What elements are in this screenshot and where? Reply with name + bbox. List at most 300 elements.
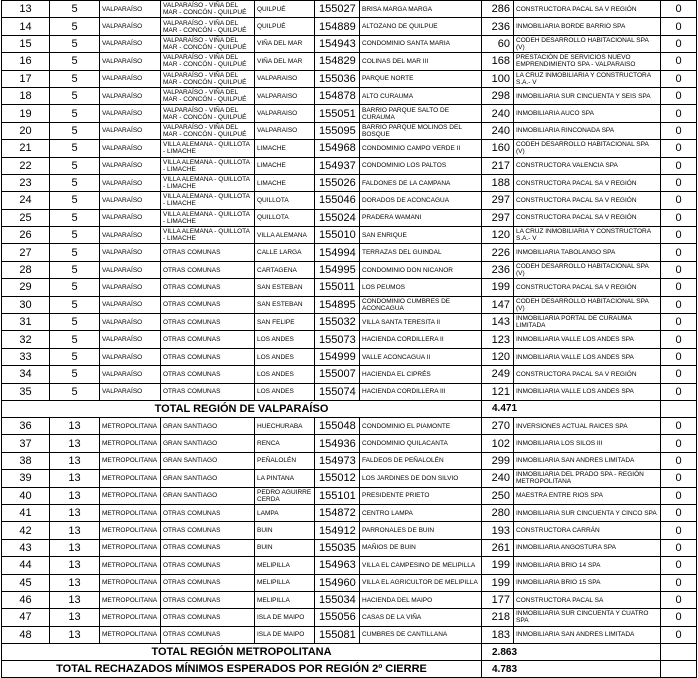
row-number: 28	[2, 261, 50, 278]
total-rechazados-label: TOTAL RECHAZADOS MÍNIMOS ESPERADOS POR REGIÓN 2º CIERRE	[2, 661, 482, 678]
commune: CARTAGENA	[255, 261, 315, 278]
units-value: 240	[482, 470, 514, 487]
region-code: 13	[50, 470, 100, 487]
units-value: 240	[482, 105, 514, 122]
rejected-count: 0	[661, 452, 697, 469]
company-name: INMOBILIARIA VALLE LOS ANDES SPA	[514, 383, 661, 400]
territory: OTRAS COMUNAS	[161, 348, 255, 365]
project-code: 154829	[315, 53, 360, 70]
rejected-count: 0	[661, 348, 697, 365]
units-value: 143	[482, 314, 514, 331]
table-row	[2, 626, 697, 643]
territory: VALPARAÍSO - VIÑA DEL MAR - CONCÓN - QUILPUÉ	[161, 1, 255, 18]
table-row	[2, 522, 697, 539]
project-code: 155073	[315, 331, 360, 348]
project-name: DORADOS DE ACONCAGUA	[360, 192, 482, 209]
region-code: 13	[50, 522, 100, 539]
commune: LOS ANDES	[255, 348, 315, 365]
company-name: CONSTRUCTORA CARRÁN	[514, 522, 661, 539]
region-name: METROPOLITANA	[100, 417, 161, 434]
territory: OTRAS COMUNAS	[161, 609, 255, 626]
commune: LOS ANDES	[255, 383, 315, 400]
territory: VALPARAÍSO - VIÑA DEL MAR - CONCÓN - QUILPUÉ	[161, 53, 255, 70]
units-value: 298	[482, 87, 514, 104]
rejected-count: 0	[661, 209, 697, 226]
region-name: METROPOLITANA	[100, 487, 161, 504]
commune: LOS ANDES	[255, 331, 315, 348]
table-row	[2, 157, 697, 174]
region-code: 5	[50, 18, 100, 35]
rejected-count: 0	[661, 296, 697, 313]
project-name: BARRIO PARQUE MOLINOS DEL BOSQUE	[360, 122, 482, 139]
project-name: PARRONALES DE BUIN	[360, 522, 482, 539]
commune: VALPARAISO	[255, 87, 315, 104]
region-code: 5	[50, 366, 100, 383]
project-code: 155074	[315, 383, 360, 400]
project-name: VILLA EL AGRICULTOR DE MELIPILLA	[360, 574, 482, 591]
company-name: CONSTRUCTORA PACAL SA V REGIÓN	[514, 209, 661, 226]
company-name: MAESTRA ENTRE RIOS SPA	[514, 487, 661, 504]
company-name: CONSTRUCTORA PACAL SA V REGIÓN	[514, 192, 661, 209]
rejected-count: 0	[661, 174, 697, 191]
company-name: CONSTRUCTORA PACAL SA V REGIÓN	[514, 279, 661, 296]
row-number: 40	[2, 487, 50, 504]
table-row	[2, 87, 697, 104]
project-code: 155010	[315, 227, 360, 244]
units-value: 183	[482, 626, 514, 643]
row-number: 17	[2, 70, 50, 87]
table-row	[2, 35, 697, 52]
territory: OTRAS COMUNAS	[161, 504, 255, 521]
total-rechazados-value: 4.783	[482, 661, 661, 678]
table-row	[2, 348, 697, 365]
project-code: 154943	[315, 35, 360, 52]
region-code: 13	[50, 591, 100, 608]
units-value: 102	[482, 435, 514, 452]
company-name: LA CRUZ INMOBILIARIA Y CONSTRUCTORA S.A.- V	[514, 227, 661, 244]
territory: VALPARAÍSO - VIÑA DEL MAR - CONCÓN - QUILPUÉ	[161, 70, 255, 87]
project-name: ALTOZANO DE QUILPUE	[360, 18, 482, 35]
territory: OTRAS COMUNAS	[161, 522, 255, 539]
table-row	[2, 296, 697, 313]
total-metropolitana-label: TOTAL REGIÓN METROPOLITANA	[2, 644, 482, 661]
project-name: LOS PEUMOS	[360, 279, 482, 296]
rejected-count: 0	[661, 87, 697, 104]
project-name: CONDOMINIO CUMBRES DE ACONCAGUA	[360, 296, 482, 313]
project-code: 154936	[315, 435, 360, 452]
region-name: VALPARAÍSO	[100, 296, 161, 313]
project-name: HACIENDA CORDILLERA III	[360, 383, 482, 400]
row-number: 45	[2, 574, 50, 591]
region-code: 5	[50, 1, 100, 18]
row-number: 31	[2, 314, 50, 331]
row-number: 39	[2, 470, 50, 487]
company-name: INMOBILIARIA ANGOSTURA SPA	[514, 539, 661, 556]
rejected-count: 0	[661, 417, 697, 434]
region-name: VALPARAÍSO	[100, 331, 161, 348]
rejected-count: 0	[661, 279, 697, 296]
table-row	[2, 539, 697, 556]
company-name: CONSTRUCTORA PACAL SA V REGIÓN	[514, 366, 661, 383]
table-row	[2, 261, 697, 278]
table-row	[2, 105, 697, 122]
region-name: VALPARAÍSO	[100, 70, 161, 87]
project-code: 154872	[315, 504, 360, 521]
region-name: VALPARAÍSO	[100, 35, 161, 52]
project-name: ALTO CURAUMA	[360, 87, 482, 104]
region-code: 5	[50, 348, 100, 365]
row-number: 13	[2, 1, 50, 18]
region-name: VALPARAÍSO	[100, 87, 161, 104]
territory: VILLA ALEMANA - QUILLOTA - LIMACHE	[161, 227, 255, 244]
region-name: VALPARAÍSO	[100, 18, 161, 35]
total-metropolitana-value: 2.863	[482, 644, 661, 661]
territory: VILLA ALEMANA - QUILLOTA - LIMACHE	[161, 140, 255, 157]
total-valparaiso-value: 4.471	[482, 400, 661, 417]
row-number: 18	[2, 87, 50, 104]
row-number: 16	[2, 53, 50, 70]
region-code: 13	[50, 626, 100, 643]
project-name: COLINAS DEL MAR III	[360, 53, 482, 70]
company-name: INMOBILIARIA SAN ANDRES LIMITADA	[514, 626, 661, 643]
row-number: 35	[2, 383, 50, 400]
company-name: INMOBILIARIA LOS SILOS III	[514, 435, 661, 452]
region-code: 5	[50, 227, 100, 244]
units-value: 60	[482, 35, 514, 52]
region-code: 5	[50, 296, 100, 313]
row-number: 29	[2, 279, 50, 296]
territory: OTRAS COMUNAS	[161, 574, 255, 591]
project-name: FALDONES DE LA CAMPANA	[360, 174, 482, 191]
commune: QUILLOTA	[255, 192, 315, 209]
table-row	[2, 435, 697, 452]
total-rechazados-row	[2, 661, 697, 678]
territory: OTRAS COMUNAS	[161, 296, 255, 313]
region-code: 5	[50, 331, 100, 348]
company-name: INMOBILIARIA SUR CINCUENTA Y SEIS SPA	[514, 87, 661, 104]
project-name: TERRAZAS DEL GUINDAL	[360, 244, 482, 261]
row-number: 38	[2, 452, 50, 469]
region-name: VALPARAÍSO	[100, 192, 161, 209]
territory: OTRAS COMUNAS	[161, 539, 255, 556]
project-code: 154973	[315, 452, 360, 469]
project-name: VILLA SANTA TERESITA II	[360, 314, 482, 331]
project-code: 154999	[315, 348, 360, 365]
project-code: 154878	[315, 87, 360, 104]
company-name: INMOBILIARIA SUR CINCUENTA Y CUATRO SPA	[514, 609, 661, 626]
project-name: PRESIDENTE PRIETO	[360, 487, 482, 504]
row-number: 20	[2, 122, 50, 139]
units-value: 261	[482, 539, 514, 556]
total-valparaiso-label: TOTAL REGIÓN DE VALPARAÍSO	[2, 400, 482, 417]
region-code: 5	[50, 209, 100, 226]
region-code: 5	[50, 244, 100, 261]
units-value: 199	[482, 574, 514, 591]
units-value: 226	[482, 244, 514, 261]
territory: OTRAS COMUNAS	[161, 366, 255, 383]
territory: GRAN SANTIAGO	[161, 470, 255, 487]
rejected-count: 0	[661, 261, 697, 278]
region-code: 13	[50, 557, 100, 574]
row-number: 15	[2, 35, 50, 52]
rejected-count: 0	[661, 522, 697, 539]
rejected-count: 0	[661, 539, 697, 556]
region-name: METROPOLITANA	[100, 574, 161, 591]
commune: VALPARAISO	[255, 105, 315, 122]
row-number: 36	[2, 417, 50, 434]
table-row	[2, 452, 697, 469]
project-name: BRISA MARGA MARGA	[360, 1, 482, 18]
row-number: 14	[2, 18, 50, 35]
units-value: 236	[482, 261, 514, 278]
project-code: 155012	[315, 470, 360, 487]
company-name: CODEH DESARROLLO HABITACIONAL SPA (V)	[514, 296, 661, 313]
company-name: INMOBILIARIA AUCO SPA	[514, 105, 661, 122]
territory: VILLA ALEMANA - QUILLOTA - LIMACHE	[161, 192, 255, 209]
commune: LIMACHE	[255, 140, 315, 157]
region-name: VALPARAÍSO	[100, 105, 161, 122]
rejected-count: 0	[661, 53, 697, 70]
project-name: CONDOMINIO DON NICANOR	[360, 261, 482, 278]
rejected-count: 0	[661, 1, 697, 18]
rejected-count: 0	[661, 383, 697, 400]
commune: ISLA DE MAIPO	[255, 609, 315, 626]
table-row	[2, 244, 697, 261]
region-name: METROPOLITANA	[100, 591, 161, 608]
territory: VILLA ALEMANA - QUILLOTA - LIMACHE	[161, 157, 255, 174]
rejected-count: 0	[661, 591, 697, 608]
project-code: 155056	[315, 609, 360, 626]
commune: MELIPILLA	[255, 574, 315, 591]
row-number: 34	[2, 366, 50, 383]
region-code: 5	[50, 314, 100, 331]
total-metropolitana-row	[2, 644, 697, 661]
region-name: METROPOLITANA	[100, 626, 161, 643]
project-code: 155035	[315, 539, 360, 556]
metropolitana-rows	[2, 417, 697, 643]
project-code: 154968	[315, 140, 360, 157]
units-value: 188	[482, 174, 514, 191]
region-name: VALPARAÍSO	[100, 261, 161, 278]
region-name: METROPOLITANA	[100, 522, 161, 539]
commune: LIMACHE	[255, 157, 315, 174]
commune: LIMACHE	[255, 174, 315, 191]
row-number: 48	[2, 626, 50, 643]
row-number: 24	[2, 192, 50, 209]
commune: SAN ESTEBAN	[255, 279, 315, 296]
region-code: 5	[50, 122, 100, 139]
row-number: 46	[2, 591, 50, 608]
units-value: 250	[482, 487, 514, 504]
company-name: INMOBILIARIA BRIO 14 SPA	[514, 557, 661, 574]
table-row	[2, 192, 697, 209]
region-name: VALPARAÍSO	[100, 1, 161, 18]
row-number: 42	[2, 522, 50, 539]
commune: BUIN	[255, 539, 315, 556]
project-name: CASAS DE LA VIÑA	[360, 609, 482, 626]
territory: OTRAS COMUNAS	[161, 383, 255, 400]
table-row	[2, 53, 697, 70]
company-name: CONSTRUCTORA PACAL SA	[514, 591, 661, 608]
project-name: MAÑIOS DE BUIN	[360, 539, 482, 556]
region-name: METROPOLITANA	[100, 435, 161, 452]
row-number: 23	[2, 174, 50, 191]
territory: VALPARAÍSO - VIÑA DEL MAR - CONCÓN - QUILPUÉ	[161, 87, 255, 104]
company-name: CONSTRUCTORA PACAL SA V REGIÓN	[514, 174, 661, 191]
table-row	[2, 417, 697, 434]
project-name: LOS JARDINES DE DON SILVIO	[360, 470, 482, 487]
row-number: 33	[2, 348, 50, 365]
rejected-count: 0	[661, 192, 697, 209]
project-code: 154937	[315, 157, 360, 174]
commune: LOS ANDES	[255, 366, 315, 383]
projects-table	[1, 0, 697, 678]
region-name: VALPARAÍSO	[100, 314, 161, 331]
table-row	[2, 366, 697, 383]
project-name: PRADERA WAMANI	[360, 209, 482, 226]
units-value: 120	[482, 227, 514, 244]
region-name: VALPARAÍSO	[100, 383, 161, 400]
commune: LA PINTANA	[255, 470, 315, 487]
table-row	[2, 279, 697, 296]
region-code: 13	[50, 574, 100, 591]
row-number: 44	[2, 557, 50, 574]
rejected-count: 0	[661, 557, 697, 574]
region-code: 5	[50, 140, 100, 157]
table-row	[2, 609, 697, 626]
region-name: VALPARAÍSO	[100, 348, 161, 365]
territory: OTRAS COMUNAS	[161, 557, 255, 574]
commune: VIÑA DEL MAR	[255, 35, 315, 52]
commune: VALPARAISO	[255, 122, 315, 139]
region-code: 5	[50, 174, 100, 191]
company-name: CONSTRUCTORA PACAL SA V REGIÓN	[514, 1, 661, 18]
territory: VALPARAÍSO - VIÑA DEL MAR - CONCÓN - QUILPUÉ	[161, 105, 255, 122]
commune: PEDRO AGUIRRE CERDA	[255, 487, 315, 504]
table-row	[2, 470, 697, 487]
table-row	[2, 504, 697, 521]
project-code: 155034	[315, 591, 360, 608]
project-code: 155024	[315, 209, 360, 226]
table-row	[2, 70, 697, 87]
territory: GRAN SANTIAGO	[161, 417, 255, 434]
territory: OTRAS COMUNAS	[161, 261, 255, 278]
company-name: CODEH DESARROLLO HABITACIONAL SPA (V)	[514, 35, 661, 52]
row-number: 26	[2, 227, 50, 244]
rejected-count: 0	[661, 574, 697, 591]
company-name: INMOBILIARIA VALLE LOS ANDES SPA	[514, 331, 661, 348]
region-name: METROPOLITANA	[100, 504, 161, 521]
territory: VILLA ALEMANA - QUILLOTA - LIMACHE	[161, 174, 255, 191]
territory: VALPARAÍSO - VIÑA DEL MAR - CONCÓN - QUILPUÉ	[161, 122, 255, 139]
region-name: VALPARAÍSO	[100, 209, 161, 226]
row-number: 30	[2, 296, 50, 313]
rejected-count: 0	[661, 487, 697, 504]
units-value: 199	[482, 557, 514, 574]
region-code: 5	[50, 70, 100, 87]
project-code: 154963	[315, 557, 360, 574]
units-value: 177	[482, 591, 514, 608]
company-name: INVERSIONES ACTUAL RAICES SPA	[514, 417, 661, 434]
region-name: VALPARAÍSO	[100, 279, 161, 296]
units-value: 121	[482, 383, 514, 400]
rejected-count: 0	[661, 470, 697, 487]
row-number: 25	[2, 209, 50, 226]
company-name: INMOBILIARIA SUR CINCUENTA Y CINCO SPA	[514, 504, 661, 521]
project-name: SAN ENRIQUE	[360, 227, 482, 244]
region-code: 5	[50, 261, 100, 278]
company-name: CONSTRUCTORA VALENCIA SPA	[514, 157, 661, 174]
region-code: 13	[50, 452, 100, 469]
table-row	[2, 1, 697, 18]
project-code: 155095	[315, 122, 360, 139]
commune: QUILPUÉ	[255, 1, 315, 18]
units-value: 286	[482, 1, 514, 18]
table-row	[2, 209, 697, 226]
rejected-count: 0	[661, 227, 697, 244]
table-row	[2, 591, 697, 608]
territory: OTRAS COMUNAS	[161, 314, 255, 331]
region-code: 5	[50, 105, 100, 122]
region-code: 13	[50, 417, 100, 434]
rejected-count: 0	[661, 140, 697, 157]
row-number: 32	[2, 331, 50, 348]
table-row	[2, 314, 697, 331]
units-value: 160	[482, 140, 514, 157]
table-row	[2, 383, 697, 400]
company-name: INMOBILIARIA BRIO 15 SPA	[514, 574, 661, 591]
units-value: 147	[482, 296, 514, 313]
company-name: INMOBILIARIA PORTAL DE CURAUMA LIMITADA	[514, 314, 661, 331]
region-code: 5	[50, 35, 100, 52]
region-code: 13	[50, 609, 100, 626]
total-valparaiso-row	[2, 400, 697, 417]
project-name: CONDOMINIO SANTA MARIA	[360, 35, 482, 52]
project-code: 154960	[315, 574, 360, 591]
territory: GRAN SANTIAGO	[161, 452, 255, 469]
region-code: 13	[50, 539, 100, 556]
company-name: INMOBILIARIA VALLE LOS ANDES SPA	[514, 348, 661, 365]
project-code: 155026	[315, 174, 360, 191]
region-code: 5	[50, 192, 100, 209]
territory: OTRAS COMUNAS	[161, 244, 255, 261]
company-name: INMOBILIARIA RINCONADA SPA	[514, 122, 661, 139]
table-row	[2, 122, 697, 139]
row-number: 22	[2, 157, 50, 174]
row-number: 21	[2, 140, 50, 157]
territory: VILLA ALEMANA - QUILLOTA - LIMACHE	[161, 209, 255, 226]
rejected-count: 0	[661, 435, 697, 452]
territory: OTRAS COMUNAS	[161, 331, 255, 348]
territory: OTRAS COMUNAS	[161, 591, 255, 608]
rejected-count: 0	[661, 105, 697, 122]
region-code: 13	[50, 487, 100, 504]
rejected-count: 0	[661, 626, 697, 643]
rejected-count: 0	[661, 157, 697, 174]
project-name: HACIENDA DEL MAIPO	[360, 591, 482, 608]
units-value: 199	[482, 279, 514, 296]
units-value: 236	[482, 18, 514, 35]
project-name: HACIENDA CORDILLERA II	[360, 331, 482, 348]
table-row	[2, 140, 697, 157]
row-number: 37	[2, 435, 50, 452]
units-value: 297	[482, 209, 514, 226]
project-code: 155027	[315, 1, 360, 18]
units-value: 218	[482, 609, 514, 626]
commune: MELIPILLA	[255, 591, 315, 608]
region-name: VALPARAÍSO	[100, 244, 161, 261]
commune: VILLA ALEMANA	[255, 227, 315, 244]
